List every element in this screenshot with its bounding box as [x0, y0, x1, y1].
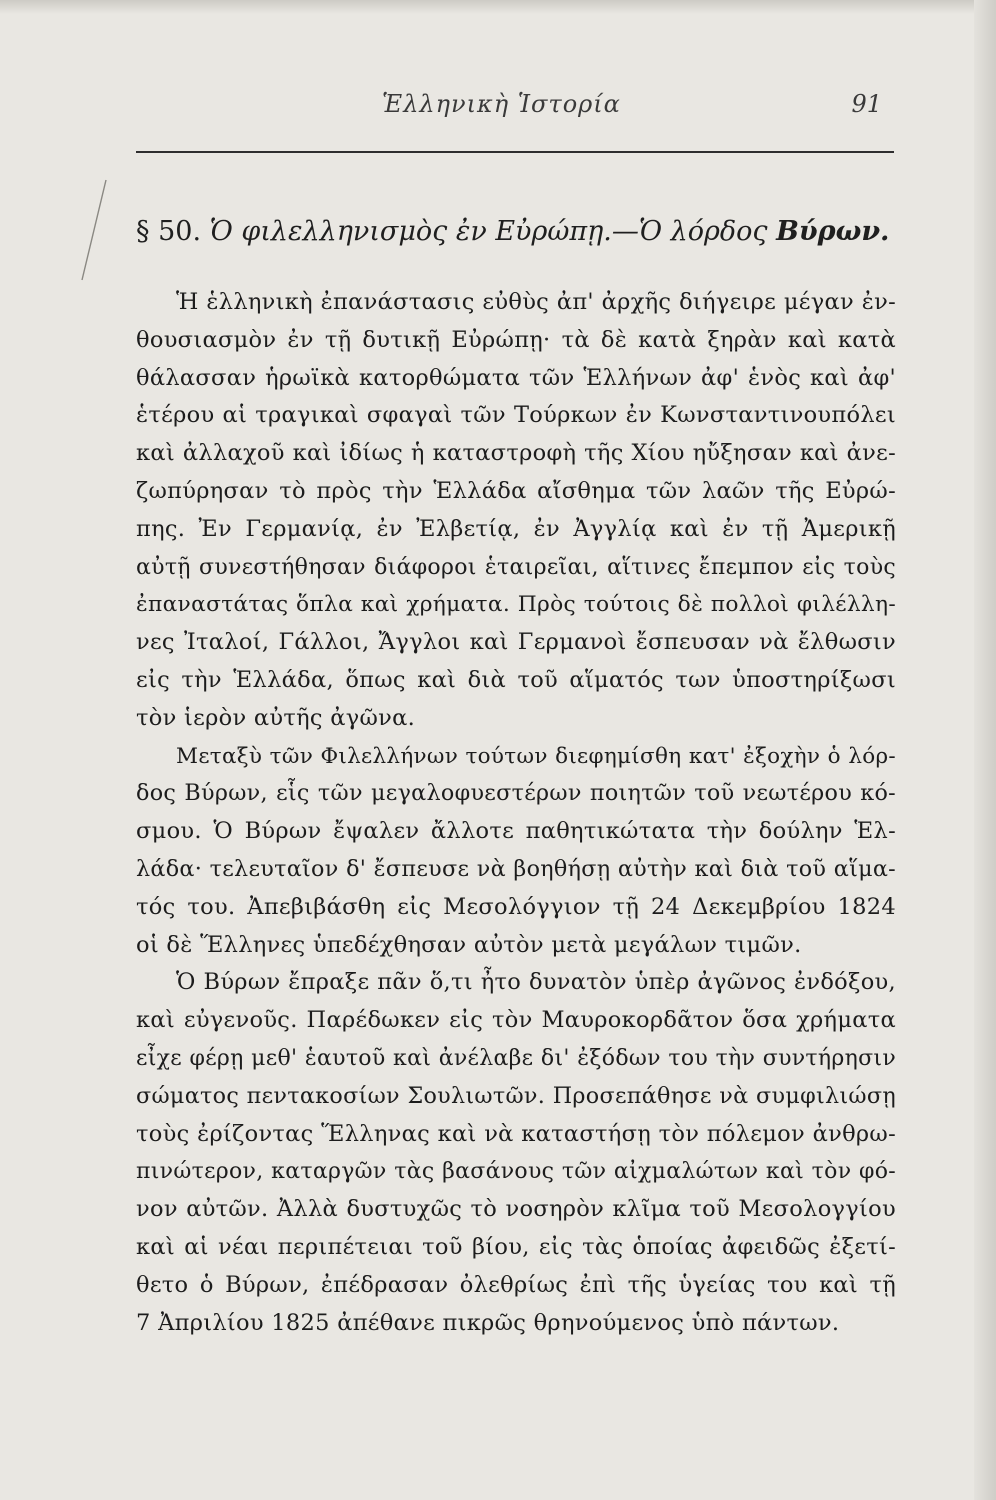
section-heading	[136, 216, 896, 260]
text-line: πινώτερον, καταργῶν τὰς βασάνους τῶν αἰχμαλώτων καὶ τὸν φό-	[136, 1159, 896, 1185]
text-line: σμου. Ὁ Βύρων ἔψαλεν ἄλλοτε παθητικώτατα τὴν δούλην Ἑλ-	[136, 818, 896, 845]
page-number: 91	[851, 90, 882, 118]
text-line: 7 Ἀπριλίου 1825 ἀπέθανε πικρῶς θρηνούμενος ὑπὸ πάντων.	[136, 1309, 840, 1336]
body-text	[136, 284, 896, 1342]
text-line: καὶ αἱ νέαι περιπέτειαι τοῦ βίου, εἰς τὰς ὁποίας ἀφειδῶς ἐξετί-	[136, 1233, 896, 1260]
text-line: τὸν ἱερὸν αὐτῆς ἀγῶνα.	[136, 704, 416, 731]
text-line: νες Ἰταλοί, Γάλλοι, Ἄγγλοι καὶ Γερμανοὶ ἔσπευσαν νὰ ἔλθωσιν	[136, 629, 896, 656]
text-line: θάλασσαν ἡρωϊκὰ κατορθώματα τῶν Ἑλλήνων ἀφ' ἑνὸς καὶ ἀφ'	[136, 364, 896, 391]
page-top-shadow	[0, 0, 996, 14]
text-line: ζωπύρησαν τὸ πρὸς τὴν Ἑλλάδα αἴσθημα τῶν λαῶν τῆς Εὐρώ-	[136, 477, 896, 504]
text-line: εἰς τὴν Ἑλλάδα, ὅπως καὶ διὰ τοῦ αἵματός των ὑποστηρίξωσι	[136, 666, 896, 693]
text-line: αὐτῇ συνεστήθησαν διάφοροι ἑταιρεῖαι, αἵτινες ἔπεμπον εἰς τοὺς	[136, 554, 896, 580]
text-line: ἐπαναστάτας ὅπλα καὶ χρήματα. Πρὸς τούτοις δὲ πολλοὶ φιλέλλη-	[136, 592, 896, 618]
text-line: τοὺς ἐρίζοντας Ἕλληνας καὶ νὰ καταστήσῃ τὸν πόλεμον ἀνθρω-	[136, 1120, 896, 1147]
text-line: δος Βύρων, εἷς τῶν μεγαλοφυεστέρων ποιητῶν τοῦ νεωτέρου κό-	[136, 780, 896, 807]
text-line: οἱ δὲ Ἕλληνες ὑπεδέχθησαν αὐτὸν μετὰ μεγάλων τιμῶν.	[136, 931, 802, 958]
section-title-byron: Βύρων.	[776, 216, 890, 247]
text-line: εἶχε φέρῃ μεθ' ἑαυτοῦ καὶ ἀνέλαβε δι' ἐξόδων του τὴν συντήρησιν	[136, 1045, 896, 1071]
page-right-edge	[974, 0, 996, 1500]
text-line: θουσιασμὸν ἐν τῇ δυτικῇ Εὐρώπῃ· τὰ δὲ κατὰ ξηρὰν καὶ κατὰ	[136, 326, 896, 353]
text-line: λάδα· τελευταῖον δ' ἔσπευσε νὰ βοηθήσῃ αὐτὴν καὶ διὰ τοῦ αἵμα-	[136, 855, 896, 882]
text-line: σώματος πεντακοσίων Σουλιωτῶν. Προσεπάθησε νὰ συμφιλιώσῃ	[136, 1082, 896, 1109]
text-line: τός του. Ἀπεβιβάσθη εἰς Μεσολόγγιον τῇ 24 Δεκεμβρίου 1824	[136, 893, 896, 920]
text-line: Ὁ Βύρων ἔπραξε πᾶν ὅ,τι ἦτο δυνατὸν ὑπὲρ ἀγῶνος ἐνδόξου,	[176, 969, 896, 996]
pencil-margin-mark	[74, 176, 114, 286]
text-line: Ἡ ἑλληνικὴ ἐπανάστασις εὐθὺς ἀπ' ἀρχῆς διήγειρε μέγαν ἐν-	[176, 289, 896, 315]
section-number: § 50.	[136, 216, 202, 247]
running-head-title: Ἑλληνικὴ Ἱστορία	[382, 90, 621, 118]
header-rule	[136, 151, 894, 153]
running-head	[120, 86, 890, 128]
text-line: καὶ εὐγενοῦς. Παρέδωκεν εἰς τὸν Μαυροκορδᾶτον ὅσα χρήματα	[136, 1007, 896, 1034]
text-line: Μεταξὺ τῶν Φιλελλήνων τούτων διεφημίσθη κατ' ἐξοχὴν ὁ λόρ-	[176, 743, 896, 769]
text-line: καὶ ἀλλαχοῦ καὶ ἰδίως ἡ καταστροφὴ τῆς Χίου ηὔξησαν καὶ ἀνε-	[136, 440, 896, 467]
text-line: θετο ὁ Βύρων, ἐπέδρασαν ὀλεθρίως ἐπὶ τῆς ὑγείας του καὶ τῇ	[136, 1271, 896, 1298]
text-line: πης. Ἐν Γερμανίᾳ, ἐν Ἐλβετίᾳ, ἐν Ἀγγλίᾳ καὶ ἐν τῇ Ἀμερικῇ	[136, 515, 896, 542]
section-title: Ὁ φιλελληνισμὸς ἐν Εὐρώπῃ.—Ὁ λόρδος	[209, 216, 777, 247]
text-line: νον αὐτῶν. Ἀλλὰ δυστυχῶς τὸ νοσηρὸν κλῖμα τοῦ Μεσολογγίου	[136, 1196, 896, 1223]
text-line: ἑτέρου αἱ τραγικαὶ σφαγαὶ τῶν Τούρκων ἐν Κωνσταντινουπόλει	[136, 402, 896, 429]
